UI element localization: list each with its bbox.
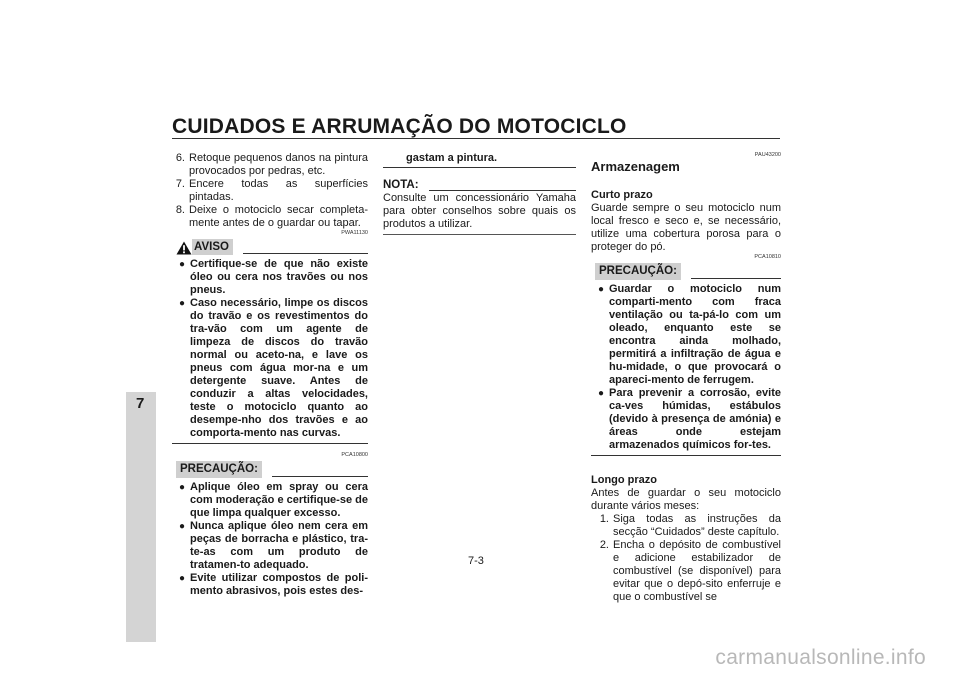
caution-bullets (172, 481, 368, 598)
bullet-text: Para prevenir a corrosão, evite ca-ves húmidas, estábulos (devido à presença de amónia) e áreas onde estejam armazenados químicos for-tes. (609, 387, 781, 451)
bullet-text: Certifique-se de que não existe óleo ou cera nos travões ou nos pneus. (190, 258, 368, 296)
note-text: Consulte um concessionário Yamaha para obter conselhos sobre quais os produtos a utilizar. (383, 192, 576, 230)
bullet-text: Evite utilizar compostos de poli-mento abrasivos, pois estes des- (190, 572, 368, 597)
column-1 (172, 152, 368, 598)
list-item (591, 513, 781, 539)
note-label: NOTA: (383, 179, 419, 191)
caution-bullet (172, 572, 368, 598)
caution-code: PCA10810 (754, 254, 781, 260)
caution-header-rule (272, 476, 368, 477)
warning-triangle-icon (176, 241, 192, 255)
cleaning-steps-list (172, 152, 368, 230)
note-header-rule (429, 190, 576, 191)
bullet-icon: ● (598, 284, 605, 295)
list-item-text: Siga todas as instruções da secção “Cuidados” deste capítulo. (613, 513, 781, 538)
bullet-icon: ● (179, 259, 186, 270)
caution-label: PRECAUÇÃO: (595, 263, 681, 280)
caution-bullet (591, 387, 781, 452)
column-2 (383, 152, 576, 235)
page-number: 7-3 (468, 555, 484, 567)
warning-header (172, 239, 368, 255)
list-item-number: 8. (175, 204, 185, 216)
watermark: carmanualsonline.info (715, 646, 926, 669)
list-item-text: Retoque pequenos danos na pintura provocados por pedras, etc. (189, 152, 368, 177)
caution-header (172, 461, 368, 478)
bullet-text: Nunca aplique óleo nem cera em peças de borracha e plástico, tra-te-as com um produto de tratamen-to adequado. (190, 520, 368, 571)
caution-label: PRECAUÇÃO: (176, 461, 262, 478)
bullet-icon: ● (179, 482, 186, 493)
warning-end-rule (172, 443, 368, 444)
warning-header-rule (243, 253, 368, 254)
column-3 (591, 152, 781, 604)
list-item (172, 204, 368, 230)
warning-bullet (172, 258, 368, 297)
storage-steps-list (591, 513, 781, 604)
list-item-number: 6. (175, 152, 185, 164)
list-item (591, 539, 781, 604)
caution-header (591, 263, 781, 280)
list-item-number: 2. (599, 539, 609, 551)
list-item-text: Deixe o motociclo secar completa-mente antes de o guardar ou tapar. (189, 204, 368, 229)
bullet-icon: ● (179, 521, 186, 532)
caution-bullet (172, 481, 368, 520)
caution-continuation: gastam a pintura. (406, 152, 498, 164)
chapter-number: 7 (136, 395, 145, 412)
note-end-rule (383, 234, 576, 235)
note-header (383, 178, 576, 192)
list-item-number: 1. (599, 513, 609, 525)
chapter-tab (126, 392, 156, 642)
bullet-text: Caso necessário, limpe os discos do travão e os revestimentos do tra-vão com um agente de limpeza de discos do travão normal ou aceto-na, e lave os pneus com água mor-na e um detergente suave. Antes de conduzir a altas velocidades, teste o motociclo quanto ao desempe-nho dos travões e ao comporta-mento nas curvas. (190, 297, 368, 439)
caution-bullets (591, 283, 781, 452)
bullet-icon: ● (598, 388, 605, 399)
caution-bullet (591, 283, 781, 387)
title-rule (172, 138, 780, 139)
long-term-text: Antes de guardar o seu motociclo durante vários meses: (591, 487, 781, 512)
warning-label: AVISO (192, 239, 233, 255)
section-code: PAU43200 (754, 152, 781, 158)
caution-bullet (172, 520, 368, 572)
caution-code: PCA10800 (341, 452, 368, 458)
warning-code: PWA11130 (341, 230, 368, 236)
long-term-heading: Longo prazo (591, 474, 657, 486)
short-term-text: Guarde sempre o seu motociclo num local fresco e seco e, se necessário, utilize uma cobertura porosa para o proteger do pó. (591, 202, 781, 253)
warning-bullets (172, 258, 368, 440)
list-item-number: 7. (175, 178, 185, 190)
bullet-text: Guardar o motociclo num comparti-mento com fraca ventilação ou ta-pá-lo com um oleado, enquanto este se encontra ainda molhado, permitirá a infiltração de água e hu-midade, o que provocará o apareci-mento de ferrugem. (609, 283, 781, 386)
caution-end-rule (383, 167, 576, 168)
bullet-icon: ● (179, 298, 186, 309)
list-item (172, 152, 368, 178)
caution-end-rule (591, 455, 781, 456)
bullet-text: Aplique óleo em spray ou cera com moderação e certifique-se de que limpa qualquer excesso. (190, 481, 368, 519)
warning-bullet (172, 297, 368, 440)
list-item (172, 178, 368, 204)
list-item-text: Encere todas as superfícies pintadas. (189, 178, 368, 203)
caution-header-rule (691, 278, 781, 279)
section-title: Armazenagem (591, 159, 680, 174)
page-title: CUIDADOS E ARRUMAÇÃO DO MOTOCICLO (172, 115, 627, 138)
bullet-icon: ● (179, 573, 186, 584)
short-term-heading: Curto prazo (591, 189, 653, 201)
list-item-text: Encha o depósito de combustível e adicione estabilizador de combustível (se disponível) para evitar que o depó-sito enferruje e que o combustível se (613, 539, 781, 603)
